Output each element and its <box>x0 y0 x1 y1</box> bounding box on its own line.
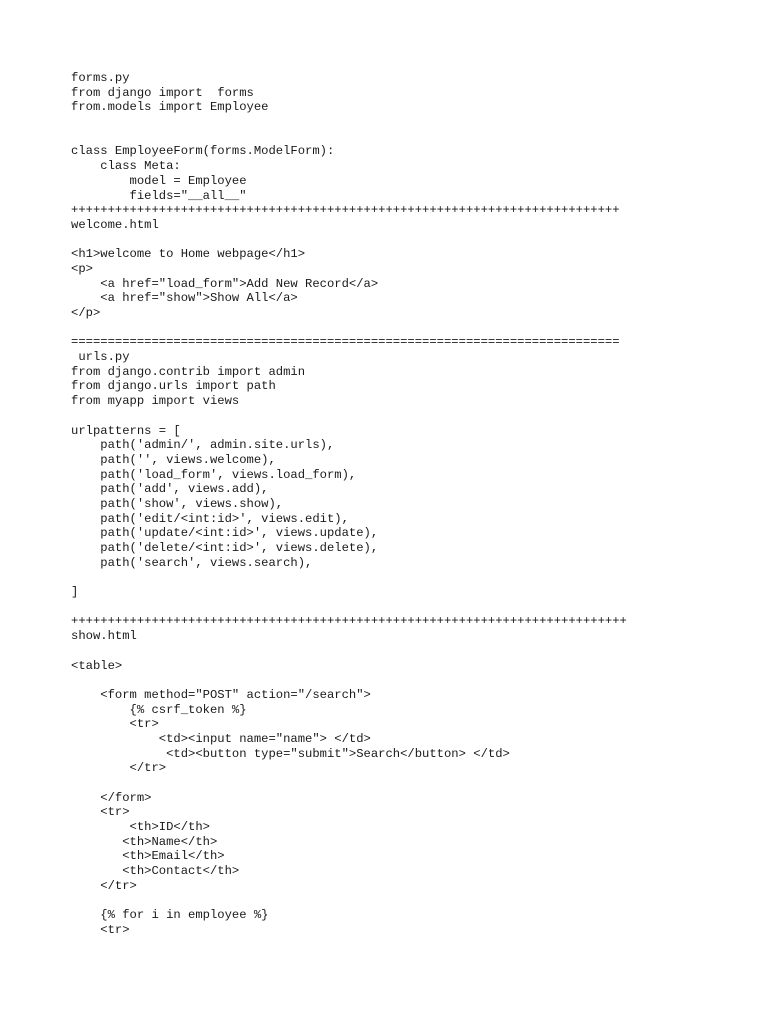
code-line: <th>Email</th> <box>71 849 225 864</box>
code-line: class EmployeeForm(forms.ModelForm): <box>71 144 335 159</box>
code-line: forms.py <box>71 71 130 85</box>
code-line: path('edit/<int:id>', views.edit), <box>71 511 349 526</box>
code-line: </form> <box>71 790 152 805</box>
code-line: {% for i in employee %} <box>71 908 269 923</box>
code-line <box>71 894 751 909</box>
code-line: path('show', views.show), <box>71 496 284 511</box>
code-line <box>71 644 751 659</box>
code-line: path('admin/', admin.site.urls), <box>71 438 335 453</box>
code-line <box>71 321 751 336</box>
code-line: <p> <box>71 261 93 276</box>
code-line: <th>ID</th> <box>71 820 210 835</box>
code-line: <form method="POST" action="/search"> <box>71 687 371 702</box>
code-line: path('load_form', views.load_form), <box>71 467 357 482</box>
code-line: <tr> <box>71 922 130 937</box>
code-line: </p> <box>71 306 101 320</box>
code-line: class Meta: <box>71 159 181 174</box>
code-line: </tr> <box>71 878 137 893</box>
code-line <box>71 570 751 585</box>
code-line: path('update/<int:id>', views.update), <box>71 526 379 541</box>
code-line: model = Employee <box>71 173 247 188</box>
code-line <box>71 130 751 145</box>
code-line: <a href="load_form">Add New Record</a> <box>71 276 379 291</box>
code-line: from django.urls import path <box>71 379 276 394</box>
code-line: </tr> <box>71 761 167 776</box>
code-line <box>71 673 751 688</box>
code-line: fields="__all__" <box>71 188 247 203</box>
code-line: show.html <box>71 629 137 644</box>
code-line: <td><input name="name"> </td> <box>71 731 371 746</box>
code-line: <tr> <box>71 717 159 732</box>
code-line: =========================================================================== <box>71 335 620 350</box>
code-line: <tr> <box>71 805 130 820</box>
code-line: <a href="show">Show All</a> <box>71 291 298 306</box>
code-line: urls.py <box>71 350 130 365</box>
code-line <box>71 776 751 791</box>
code-line: path('search', views.search), <box>71 555 313 570</box>
code-line: from myapp import views <box>71 394 240 409</box>
code-line: <th>Contact</th> <box>71 864 240 879</box>
code-line: welcome.html <box>71 217 159 232</box>
code-line: urlpatterns = [ <box>71 423 181 438</box>
code-line: path('', views.welcome), <box>71 452 276 467</box>
code-line: ++++++++++++++++++++++++++++++++++++++++++++++++++++++++++++++++++++++++++++ <box>71 614 627 629</box>
document-page <box>71 71 751 938</box>
code-line: <h1>welcome to Home webpage</h1> <box>71 247 306 262</box>
code-line: <td><button type="submit">Search</button> </td> <box>71 746 510 761</box>
code-line: <th>Name</th> <box>71 834 218 849</box>
code-line: {% csrf_token %} <box>71 702 247 717</box>
code-line: <table> <box>71 658 123 673</box>
code-line: ] <box>71 585 79 600</box>
code-line: path('add', views.add), <box>71 482 269 497</box>
code-line: path('delete/<int:id>', views.delete), <box>71 541 379 555</box>
code-line <box>71 409 751 424</box>
code-line: from.models import Employee <box>71 100 269 115</box>
code-line <box>71 600 751 615</box>
code-line: from django.contrib import admin <box>71 364 306 379</box>
code-line: from django import forms <box>71 85 254 100</box>
code-line <box>71 233 751 248</box>
code-line <box>71 115 751 130</box>
code-line: +++++++++++++++++++++++++++++++++++++++++++++++++++++++++++++++++++++++++++ <box>71 203 620 218</box>
